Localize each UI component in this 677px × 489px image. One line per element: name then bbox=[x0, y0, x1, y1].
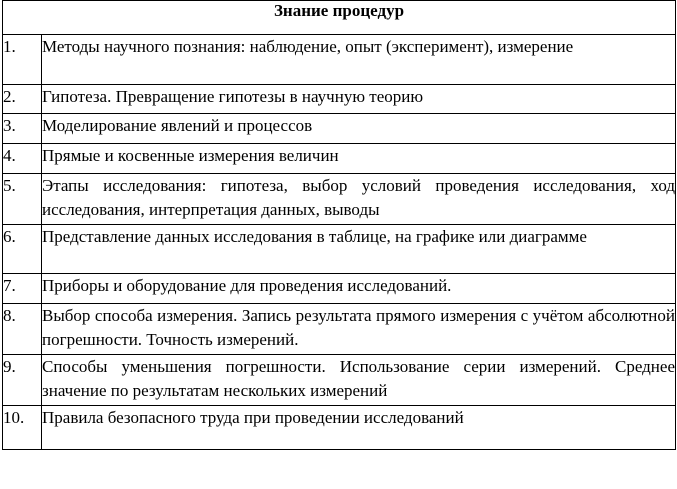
row-text: Гипотеза. Превращение гипотезы в научную теорию bbox=[42, 85, 676, 114]
row-text: Выбор способа измерения. Запись результата прямого измерения с учётом абсолютной погрешности. Точность измерений. bbox=[42, 304, 676, 355]
row-text: Этапы исследования: гипотеза, выбор условий проведения исследования, ход исследования, интерпретация данных, выводы bbox=[42, 174, 676, 225]
row-text: Прямые и косвенные измерения величин bbox=[42, 144, 676, 174]
table-row bbox=[3, 85, 676, 114]
row-text: Представление данных исследования в таблице, на графике или диаграмме bbox=[42, 225, 676, 274]
table-row bbox=[3, 274, 676, 304]
table-row bbox=[3, 406, 676, 450]
table-row bbox=[3, 35, 676, 85]
row-number: 5. bbox=[3, 174, 42, 225]
row-number: 9. bbox=[3, 355, 42, 406]
row-number: 1. bbox=[3, 35, 42, 85]
table-row bbox=[3, 114, 676, 144]
table-row bbox=[3, 174, 676, 225]
row-number: 8. bbox=[3, 304, 42, 355]
table-header: Знание процедур bbox=[3, 1, 676, 35]
row-number: 6. bbox=[3, 225, 42, 274]
table-row bbox=[3, 225, 676, 274]
row-number: 10. bbox=[3, 406, 42, 450]
row-number: 2. bbox=[3, 85, 42, 114]
table-row bbox=[3, 304, 676, 355]
row-text: Правила безопасного труда при проведении исследований bbox=[42, 406, 676, 450]
table-row bbox=[3, 355, 676, 406]
row-number: 3. bbox=[3, 114, 42, 144]
row-number: 7. bbox=[3, 274, 42, 304]
row-text: Способы уменьшения погрешности. Использование серии измерений. Среднее значение по результатам нескольких измерений bbox=[42, 355, 676, 406]
table-header-row bbox=[3, 1, 676, 35]
procedures-table bbox=[2, 0, 676, 450]
row-text: Моделирование явлений и процессов bbox=[42, 114, 676, 144]
row-text: Методы научного познания: наблюдение, опыт (эксперимент), измерение bbox=[42, 35, 676, 85]
row-number: 4. bbox=[3, 144, 42, 174]
table-row bbox=[3, 144, 676, 174]
row-text: Приборы и оборудование для проведения исследований. bbox=[42, 274, 676, 304]
